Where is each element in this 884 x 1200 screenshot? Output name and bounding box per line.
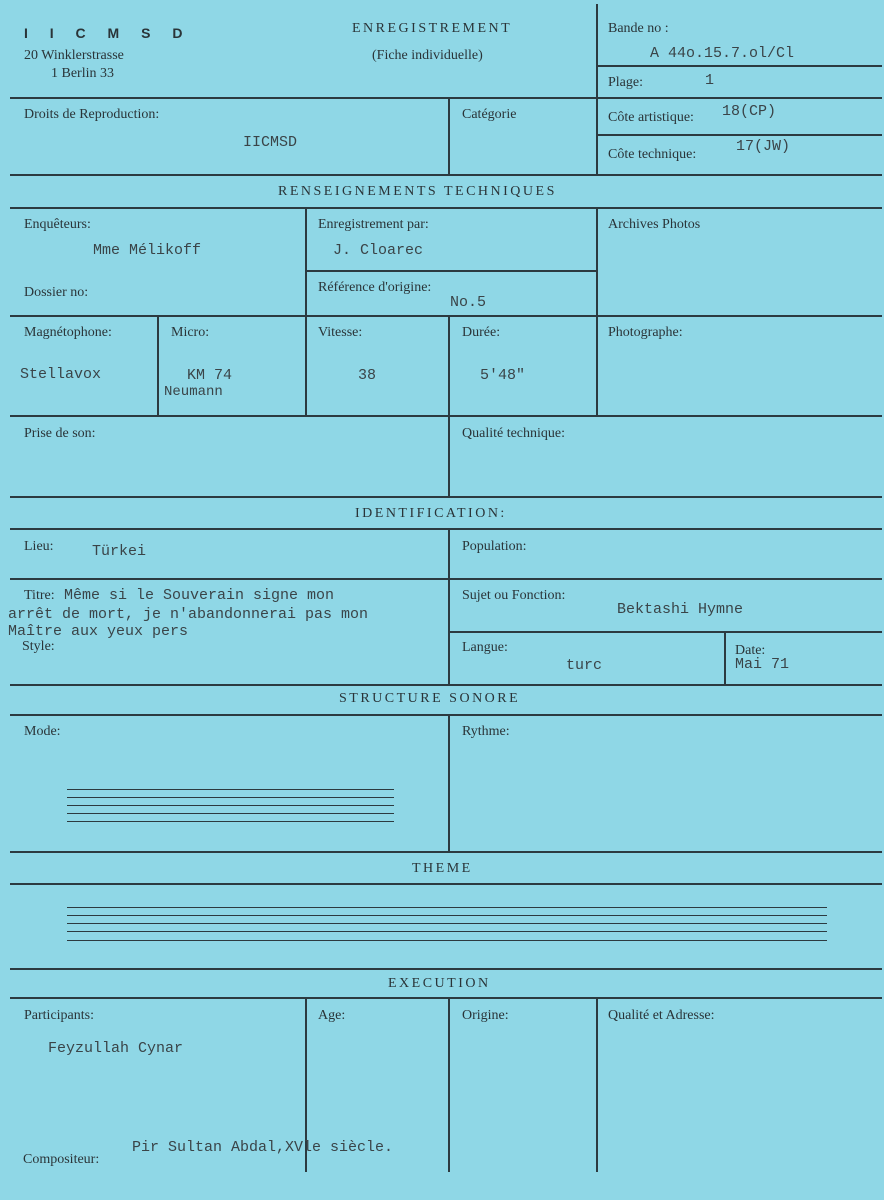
date-value: Mai 71 [735, 656, 790, 673]
participants-value: Feyzullah Cynar [48, 1040, 184, 1057]
reference-label: Référence d'origine: [318, 280, 432, 295]
micro-label: Micro: [171, 325, 210, 340]
compositeur-label: Compositeur: [23, 1152, 100, 1167]
langue-value: turc [566, 657, 603, 674]
age-label: Age: [318, 1008, 346, 1023]
rule-v-categorie-left [448, 97, 450, 174]
plage-label: Plage: [608, 75, 643, 90]
participants-label: Participants: [24, 1008, 94, 1023]
droits-label: Droits de Reproduction: [24, 107, 160, 122]
reference-value: No.5 [450, 294, 487, 311]
rule-v-qualite [448, 415, 450, 496]
rule-cote-split [596, 134, 882, 136]
rule-enreg-ref-split [305, 270, 596, 272]
rule-tech-title-bottom [10, 207, 882, 209]
vitesse-label: Vitesse: [318, 325, 363, 340]
card-subtitle: (Fiche individuelle) [372, 48, 483, 63]
magnetophone-value: Stellavox [20, 366, 102, 383]
staff-line [67, 821, 394, 822]
duree-label: Durée: [462, 325, 501, 340]
rule-v-tech-mid [305, 207, 307, 415]
staff-line [67, 931, 827, 932]
address-line-2: 1 Berlin 33 [51, 66, 114, 81]
rule-v-header [596, 4, 598, 97]
bande-label: Bande no : [608, 21, 669, 36]
photographe-label: Photographe: [608, 325, 683, 340]
bande-value: A 44o.15.7.ol/Cl [650, 45, 795, 62]
staff-line [67, 940, 827, 941]
enqueteurs-value: Mme Mélikoff [93, 242, 202, 259]
rythme-label: Rythme: [462, 724, 510, 739]
titre-line-2: arrêt de mort, je n'abandonnerai pas mon [8, 606, 369, 623]
rule-dossier-bottom [10, 315, 882, 317]
section-title-theme: THEME [412, 861, 473, 876]
rule-theme-title-bottom [10, 883, 882, 885]
rule-lieu-bottom [10, 578, 882, 580]
lieu-label: Lieu: [24, 539, 54, 554]
sujet-fonction-label: Sujet ou Fonction: [462, 588, 566, 603]
micro-value-1: KM 74 [187, 367, 233, 384]
rule-theme-bottom [10, 968, 882, 970]
rule-v-date [724, 631, 726, 684]
section-title-identification: IDENTIFICATION: [355, 506, 507, 521]
rule-style-bottom [10, 684, 882, 686]
style-label: Style: [22, 639, 55, 654]
origine-label: Origine: [462, 1008, 509, 1023]
mode-label: Mode: [24, 724, 61, 739]
rule-v-qualite-adresse [596, 997, 598, 1172]
cote-artistique-label: Côte artistique: [608, 110, 694, 125]
rule-equipment-bottom [10, 415, 882, 417]
sujet-fonction-value: Bektashi Hymne [617, 601, 744, 618]
plage-value: 1 [705, 72, 715, 89]
staff-line [67, 907, 827, 908]
titre-line-1: Même si le Souverain signe mon [64, 587, 335, 604]
prise-de-son-label: Prise de son: [24, 426, 96, 441]
rule-sujet-bottom [448, 631, 882, 633]
population-label: Population: [462, 539, 527, 554]
dossier-label: Dossier no: [24, 285, 89, 300]
droits-value: IICMSD [243, 134, 298, 151]
rule-v-duree [448, 315, 450, 415]
duree-value: 5'48" [480, 367, 526, 384]
address-line-1: 20 Winklerstrasse [24, 48, 124, 63]
staff-line [67, 805, 394, 806]
titre-label: Titre: [24, 588, 55, 603]
enregistrement-par-label: Enregistrement par: [318, 217, 429, 232]
staff-line [67, 789, 394, 790]
rule-ident-title-bottom [10, 528, 882, 530]
qualite-adresse-label: Qualité et Adresse: [608, 1008, 715, 1023]
staff-line [67, 915, 827, 916]
micro-value-2: Neumann [164, 384, 223, 400]
rule-header-bottom [10, 97, 882, 99]
archives-photos-label: Archives Photos [608, 217, 701, 232]
org-logo: I I C M S D [24, 25, 192, 41]
titre-line-3: Maître aux yeux pers [8, 623, 189, 640]
section-title-technique: RENSEIGNEMENTS TECHNIQUES [278, 184, 557, 199]
staff-line [67, 923, 827, 924]
section-title-structure: STRUCTURE SONORE [339, 691, 521, 706]
magnetophone-label: Magnétophone: [24, 325, 112, 340]
rule-mode-bottom [10, 851, 882, 853]
enregistrement-par-value: J. Cloarec [333, 242, 424, 259]
cote-technique-value: 17(JW) [736, 138, 791, 155]
lieu-value: Türkei [92, 543, 147, 560]
rule-exec-title-bottom [10, 997, 882, 999]
staff-line [67, 813, 394, 814]
categorie-label: Catégorie [462, 107, 517, 122]
section-title-execution: EXECUTION [388, 976, 491, 991]
enqueteurs-label: Enquêteurs: [24, 217, 91, 232]
compositeur-value: Pir Sultan Abdal,XVle siècle. [132, 1139, 394, 1156]
card-title: ENREGISTREMENT [352, 21, 513, 36]
rule-prise-bottom [10, 496, 882, 498]
rule-v-micro [157, 315, 159, 415]
rule-v-categorie-right [596, 97, 598, 174]
qualite-technique-label: Qualité technique: [462, 426, 566, 441]
date-label: Date: [735, 643, 766, 658]
rule-plage-top [596, 65, 882, 67]
cote-artistique-value: 18(CP) [722, 103, 777, 120]
vitesse-value: 38 [358, 367, 377, 384]
rule-v-ident [448, 528, 450, 684]
rule-rights-bottom [10, 174, 882, 176]
rule-v-rythme [448, 714, 450, 851]
cote-technique-label: Côte technique: [608, 147, 697, 162]
langue-label: Langue: [462, 640, 508, 655]
rule-v-tech-right [596, 207, 598, 415]
rule-v-origine [448, 997, 450, 1172]
rule-struct-title-bottom [10, 714, 882, 716]
staff-line [67, 797, 394, 798]
